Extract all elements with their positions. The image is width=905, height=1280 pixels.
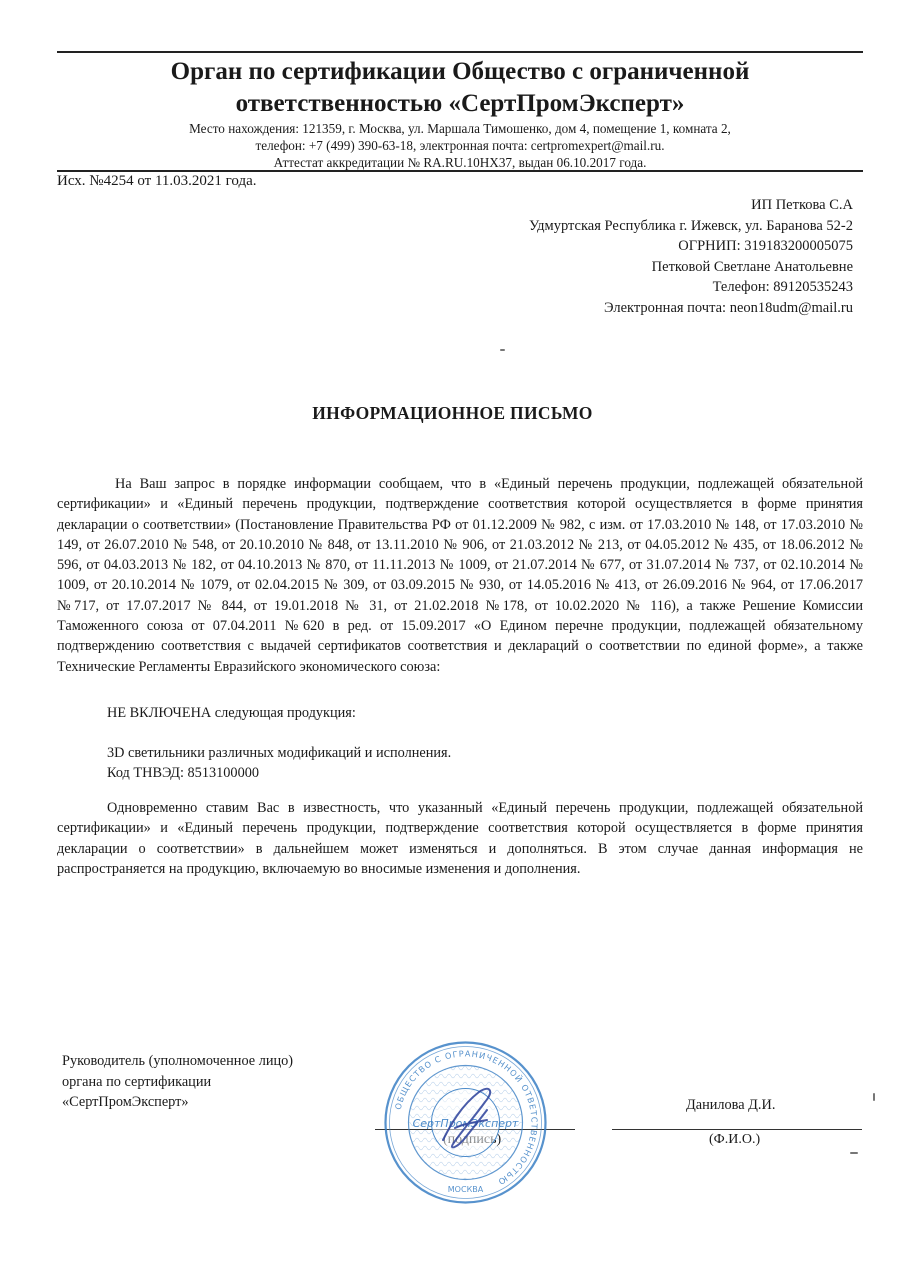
org-address: Место нахождения: 121359, г. Москва, ул. Маршала Тимошенко, дом 4, помещение 1, комната 2, [189, 121, 731, 136]
stamp-bottom-text: МОСКВА [447, 1185, 484, 1194]
not-included-line: НЕ ВКЛЮЧЕНА следующая продукция: [107, 705, 356, 721]
recipient-name: ИП Петкова С.А [751, 197, 853, 213]
org-title-line2: ответственностью «СертПромЭксперт» [235, 90, 685, 117]
scan-speck-3 [873, 1093, 875, 1101]
recipient-address: Удмуртская Республика г. Ижевск, ул. Баранова 52-2 [528, 217, 853, 234]
scan-speck [500, 349, 505, 351]
org-accreditation: Аттестат аккредитации № RA.RU.10НХ37, выдан 06.10.2017 года. [273, 155, 647, 170]
signatory-role-line1: Руководитель (уполномоченное лицо) [62, 1053, 294, 1069]
signatory-role-line2: органа по сертификации [62, 1073, 212, 1090]
scan-speck-2 [850, 1152, 858, 1154]
tnved-code-line: Код ТНВЭД: 8513100000 [107, 765, 260, 781]
body-paragraph-1: На Ваш запрос в порядке информации сообщаем, что в «Единый перечень продукции, подлежащей обязательной сертификации» и «Единый перечень продукции, подтверждение соответствия которой осуществляется в форме принятия декларации о соответствии» (Постановление Правительства РФ от 01.12.2009 № 982, с изм. от 17.03.2010 № 148, от 17.03.2010 № 149, от 26.07.2010 № 548, от 20.10.2010 № 848, от 13.11.2010 № 906, от 21.03.2012 № 213, от 04.05.2012 № 435, от 18.06.2012 № 596, от 04.03.2013 № 182, от 04.10.2013 № 870, от 11.11.2013 № 1009, от 21.07.2014 № 677, от 31.07.2014 № 737, от 02.10.2014 № 1009, от 20.10.2014 № 1079, от 02.04.2015 № 309, от 03.09.2015 № 930, от 14.05.2016 № 413, от 26.09.2016 № 964, от 17.06.2017 №717, от 17.07.2017 № 844, от 19.01.2018 № 31, от 21.02.2018 №178, от 10.02.2020 № 116), а также Решение Комиссии Таможенного союза от 07.04.2011 №620 в ред. от 15.09.2017 «О Едином перечне продукции, подлежащей обязательному подтверждению соответствия с выдачей сертификатов соответствия и деклараций о соответствии по единой форме», а также Технические Регламенты Евразийского экономического союза: [57, 476, 863, 675]
certification-stamp [383, 1040, 548, 1205]
body-paragraph-2: Одновременно ставим Вас в известность, что указанный «Единый перечень продукции, подлежащей обязательной сертификации» и «Единый перечень продукции, подтверждение соответствия которой осуществляется в форме принятия декларации о соответствии» в дальнейшем может изменяться и дополняться. В этом случае данная информация не распространяется на продукцию, включаемую во вносимые изменения и дополнения. [57, 800, 863, 877]
stamp-center-text: СертПромЭксперт [412, 1117, 519, 1130]
recipient-block [529, 195, 853, 318]
header-bottom-rule [57, 170, 863, 172]
signatory-role [62, 1051, 293, 1113]
org-title-line1: Орган по сертификации Общество с ограниченной [170, 58, 750, 85]
signatory-name: Данилова Д.И. [686, 1097, 776, 1113]
outgoing-number: Исх. №4254 от 11.03.2021 года. [57, 173, 257, 189]
name-line [612, 1129, 862, 1130]
recipient-ogrnip: ОГРНИП: 319183200005075 [678, 238, 853, 254]
letter-title: ИНФОРМАЦИОННОЕ ПИСЬМО [312, 403, 593, 423]
recipient-person: Петковой Светлане Анатольевне [651, 258, 853, 275]
header-top-rule [57, 51, 863, 53]
org-contacts: телефон: +7 (499) 390-63-18, электронная почта: certpromexpert@mail.ru. [255, 138, 665, 153]
recipient-phone: Телефон: 89120535243 [712, 279, 853, 295]
name-label: (Ф.И.О.) [709, 1132, 761, 1147]
stamp-outer-text: ОБЩЕСТВО С ОГРАНИЧЕННОЙ ОТВЕТСТВЕННОСТЬЮ [392, 1048, 540, 1188]
product-line: 3D светильники различных модификаций и исполнения. [107, 745, 452, 761]
signatory-role-line3: «СертПромЭксперт» [62, 1094, 189, 1110]
recipient-email: Электронная почта: neon18udm@mail.ru [604, 299, 853, 316]
